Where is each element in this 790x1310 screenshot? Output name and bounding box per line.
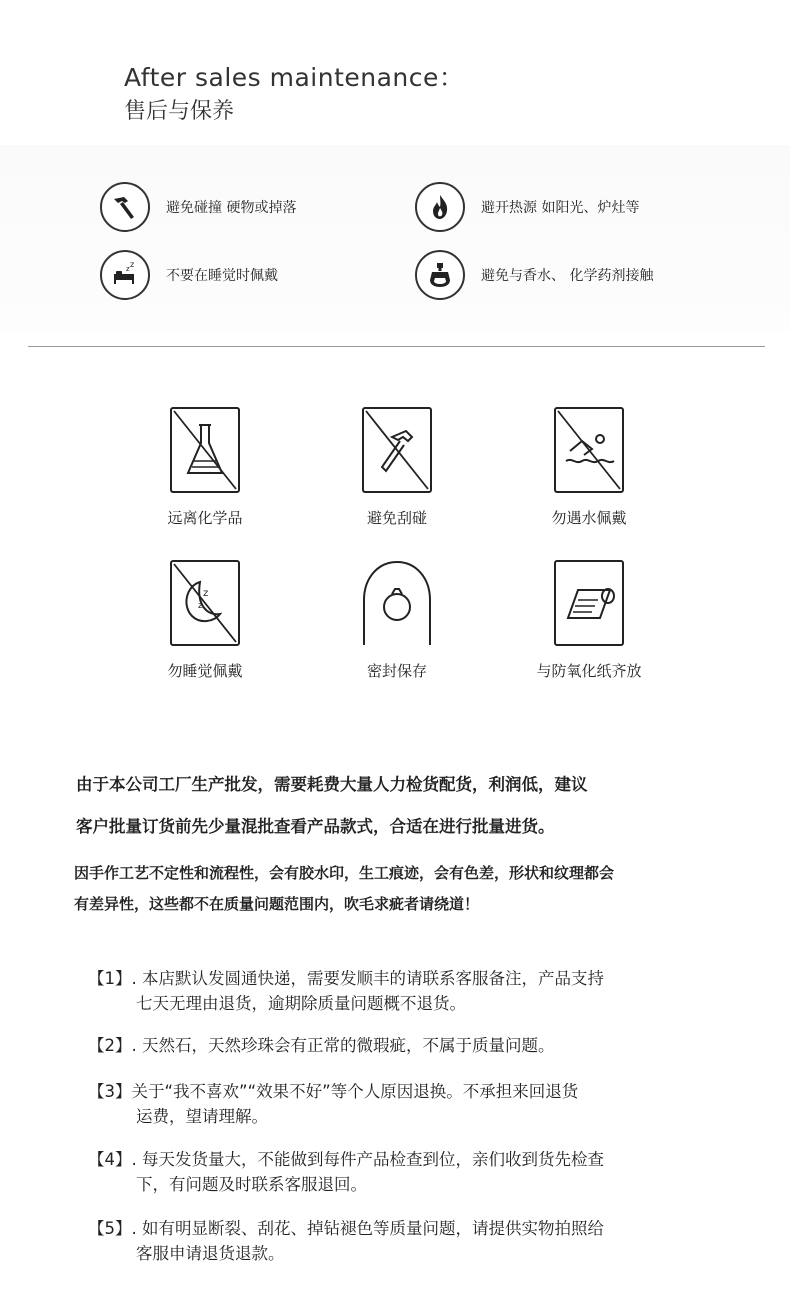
svg-text:z: z [203, 588, 209, 599]
notice-line: 有差异性，这些都不在质量问题范围内，吹毛求疵者请绕道！ [74, 895, 480, 913]
note-item-5: 【5】. 如有明显断裂、刮花、掉钻褪色等质量问题，请提供实物拍照给 客服申请退货退款。 [88, 1219, 604, 1263]
note-item-4: 【4】. 每天发货量大，不能做到每件产品检查到位，亲们收到货先检查 下，有问题及时联系客服退回。 [88, 1150, 604, 1194]
svg-text:z: z [126, 265, 130, 273]
note-item-1: 【1】. 本店默认发圆通快递，需要发顺丰的请联系客服备注，产品支持 七天无理由退货，逾期除质量问题概不退货。 [88, 969, 604, 1013]
no-sleep-icon [170, 560, 240, 646]
tip-no-chemicals: 避免与香水、 化学药剂接触 [415, 250, 653, 300]
rule-no-sleep: z z 勿睡觉佩戴 [125, 560, 285, 681]
notice-line: 客户批量订货前先少量混批查看产品款式，合适在进行批量进货。 [76, 817, 555, 836]
svg-text:z: z [130, 260, 135, 269]
no-chemicals-icon [170, 407, 240, 493]
rule-avoid-scratch: 避免刮碰 [317, 407, 477, 528]
notice-line: 由于本公司工厂生产批发，需要耗费大量人力检货配货，利润低，建议 [76, 775, 588, 794]
care-tips-panel [0, 145, 790, 330]
no-hammer-icon [362, 407, 432, 493]
anti-oxidation-paper-icon [554, 560, 624, 646]
note-item-3: 【3】关于“我不喜欢”“效果不好”等个人原因退换。不承担来回退货 运费，望请理解。 [88, 1082, 579, 1126]
rule-no-water: 勿遇水佩戴 [509, 407, 669, 528]
flame-icon [415, 182, 465, 232]
page-title-en: After sales maintenance： [124, 63, 465, 92]
page-title-cn: 售后与保养 [124, 99, 235, 124]
hammer-icon [100, 182, 150, 232]
no-swimming-icon [554, 407, 624, 493]
tip-no-sleep: z z 不要在睡觉时佩戴 [100, 250, 278, 300]
section-divider [28, 346, 765, 347]
sealed-storage-icon [362, 560, 432, 646]
svg-text:z: z [198, 601, 203, 611]
rule-anti-oxidation: 与防氧化纸齐放 [509, 560, 669, 681]
perfume-icon [415, 250, 465, 300]
tip-avoid-impact: 避免碰撞 硬物或掉落 [100, 182, 296, 232]
rule-sealed-storage: 密封保存 [317, 560, 477, 681]
notice-line: 因手作工艺不定性和流程性，会有胶水印，生工痕迹，会有色差，形状和纹理都会 [74, 864, 615, 882]
sleep-bed-icon [100, 250, 150, 300]
note-item-2: 【2】. 天然石，天然珍珠会有正常的微瑕疵，不属于质量问题。 [88, 1036, 555, 1055]
rule-no-chemicals: 远离化学品 [125, 407, 285, 528]
tip-avoid-heat: 避开热源 如阳光、炉灶等 [415, 182, 639, 232]
